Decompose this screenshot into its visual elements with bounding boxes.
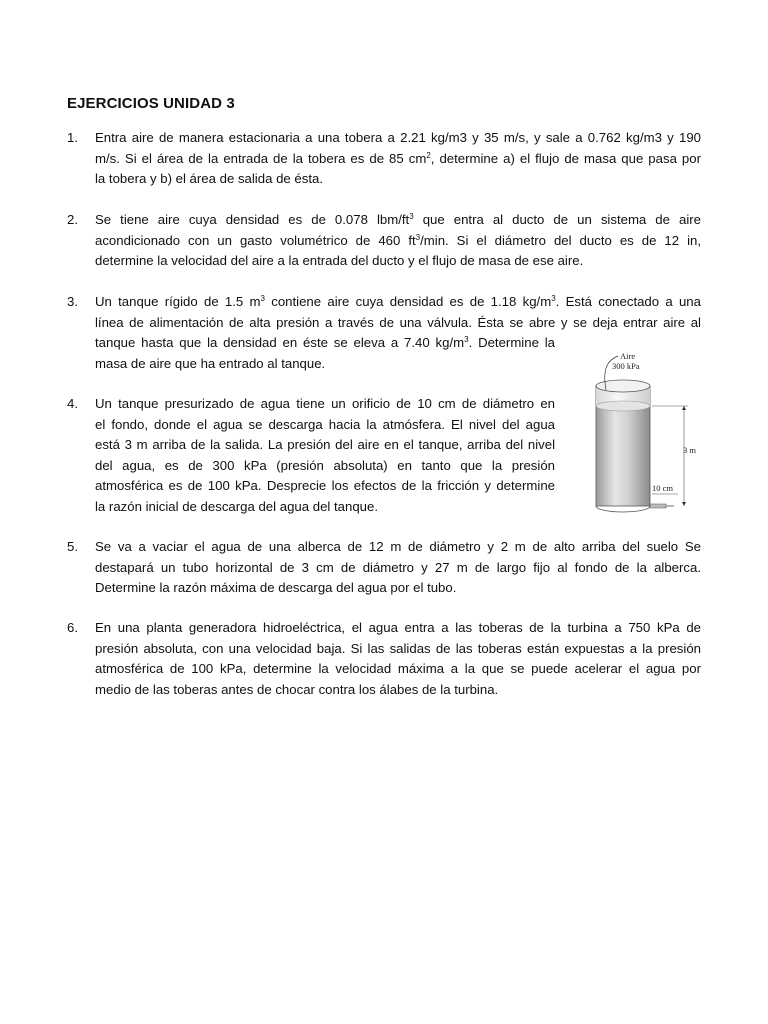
problem-number: 5. <box>67 539 78 554</box>
text-line: está 3 m arriba de la salida. La presión del aire en el tanque, arriba del nivel <box>95 437 555 452</box>
problem-text <box>95 618 701 700</box>
problem-5 <box>67 537 701 599</box>
text-line: masa de aire que ha entrado al tanque. <box>95 355 326 371</box>
problem-text <box>95 537 701 599</box>
text-line: la tobera y b) el área de salida de ésta. <box>95 171 323 186</box>
problem-1 <box>67 128 701 190</box>
problem-number: 1. <box>67 130 78 145</box>
problem-text <box>95 128 701 190</box>
text-line: En una planta generadora hidroeléctrica, el agua entra a las toberas de la turbina a 750 kPa de <box>95 620 701 635</box>
problem-number: 2. <box>67 212 78 227</box>
text-line: determine la velocidad del aire a la entrada del ducto y el flujo de masa de ese aire. <box>95 253 584 268</box>
text-line: atmosférica es de 100 kPa. Desprecie los efectos de la fricción y determine <box>95 478 555 493</box>
text-line: Se tiene aire cuya densidad es de 0.078 lbm/$ft^3$ que entra al ducto de un sistema de aire <box>95 212 701 227</box>
text-line: presión absoluta, con una velocidad baja. Si las salidas de las toberas están expuestas a la presión <box>95 640 701 656</box>
problem-2 <box>67 210 701 272</box>
problem-number: 4. <box>67 396 78 411</box>
text-line: la razón inicial de descarga del agua del tanque. <box>95 498 378 514</box>
text-line: m/s. Si el área de la entrada de la tobera es de 85 $cm^2$, determine a) el flujo de masa que pasa por <box>95 150 701 166</box>
problem-4 <box>67 394 557 518</box>
text-line: del agua, es de 300 kPa (presión absoluta) en tanto que la presión <box>95 457 555 473</box>
text-line: atmosférica de 100 kPa, determine la velocidad máxima a la que se puede acelerar el agua por <box>95 661 701 676</box>
problem-text <box>95 394 555 517</box>
text-line: acondicionado con un gasto volumétrico de 460 $ft^3/\min$. Si el diámetro del ducto es de 12 in, <box>95 232 701 248</box>
air-label: Aire <box>620 351 636 361</box>
text-line: tanque hasta que la densidad en éste se eleva a 7.40 $kg/m^3$. Determine la <box>95 335 555 350</box>
text-line: Un tanque presurizado de agua tiene un orificio de 10 cm de diámetro en <box>95 396 555 411</box>
text-line: Entra aire de manera estacionaria a una tobera a 2.21 kg/m3 y 35 m/s, y sale a 0.762 kg/m3 y 190 <box>95 130 701 145</box>
height-label: 3 m <box>683 445 696 455</box>
orifice-label: 10 cm <box>652 483 674 493</box>
text-line: Un tanque rígido de 1.5 $m^3$ contiene aire cuya densidad es de 1.18 $kg/m^3$. Está conectado a una <box>95 294 701 309</box>
text-line: Se va a vaciar el agua de una alberca de 12 m de diámetro y 2 m de alto arriba del suelo Se <box>95 539 701 554</box>
text-line: línea de alimentación de alta presión a través de una válvula. Ésta se abre y se deja entrar aire al <box>95 314 701 330</box>
text-line: el fondo, donde el agua se descarga hacia la atmósfera. El nivel del agua <box>95 416 555 432</box>
problem-6 <box>67 618 701 700</box>
problem-number: 6. <box>67 620 78 635</box>
text-line: medio de las toberas antes de chocar contra los álabes de la turbina. <box>95 681 499 697</box>
text-line: destapará un tubo horizontal de 3 cm de diámetro y 27 m de largo fijo al fondo de la alberca. <box>95 559 701 575</box>
problem-text <box>95 210 701 272</box>
problem-number: 3. <box>67 294 78 309</box>
orifice-dimension <box>652 483 678 494</box>
text-line: Determine la razón máxima de descarga del agua por el tubo. <box>95 580 457 595</box>
page-title: EJERCICIOS UNIDAD 3 <box>67 95 235 112</box>
pressure-label: 300 kPa <box>612 361 640 371</box>
pressurized-tank-figure <box>582 350 702 520</box>
